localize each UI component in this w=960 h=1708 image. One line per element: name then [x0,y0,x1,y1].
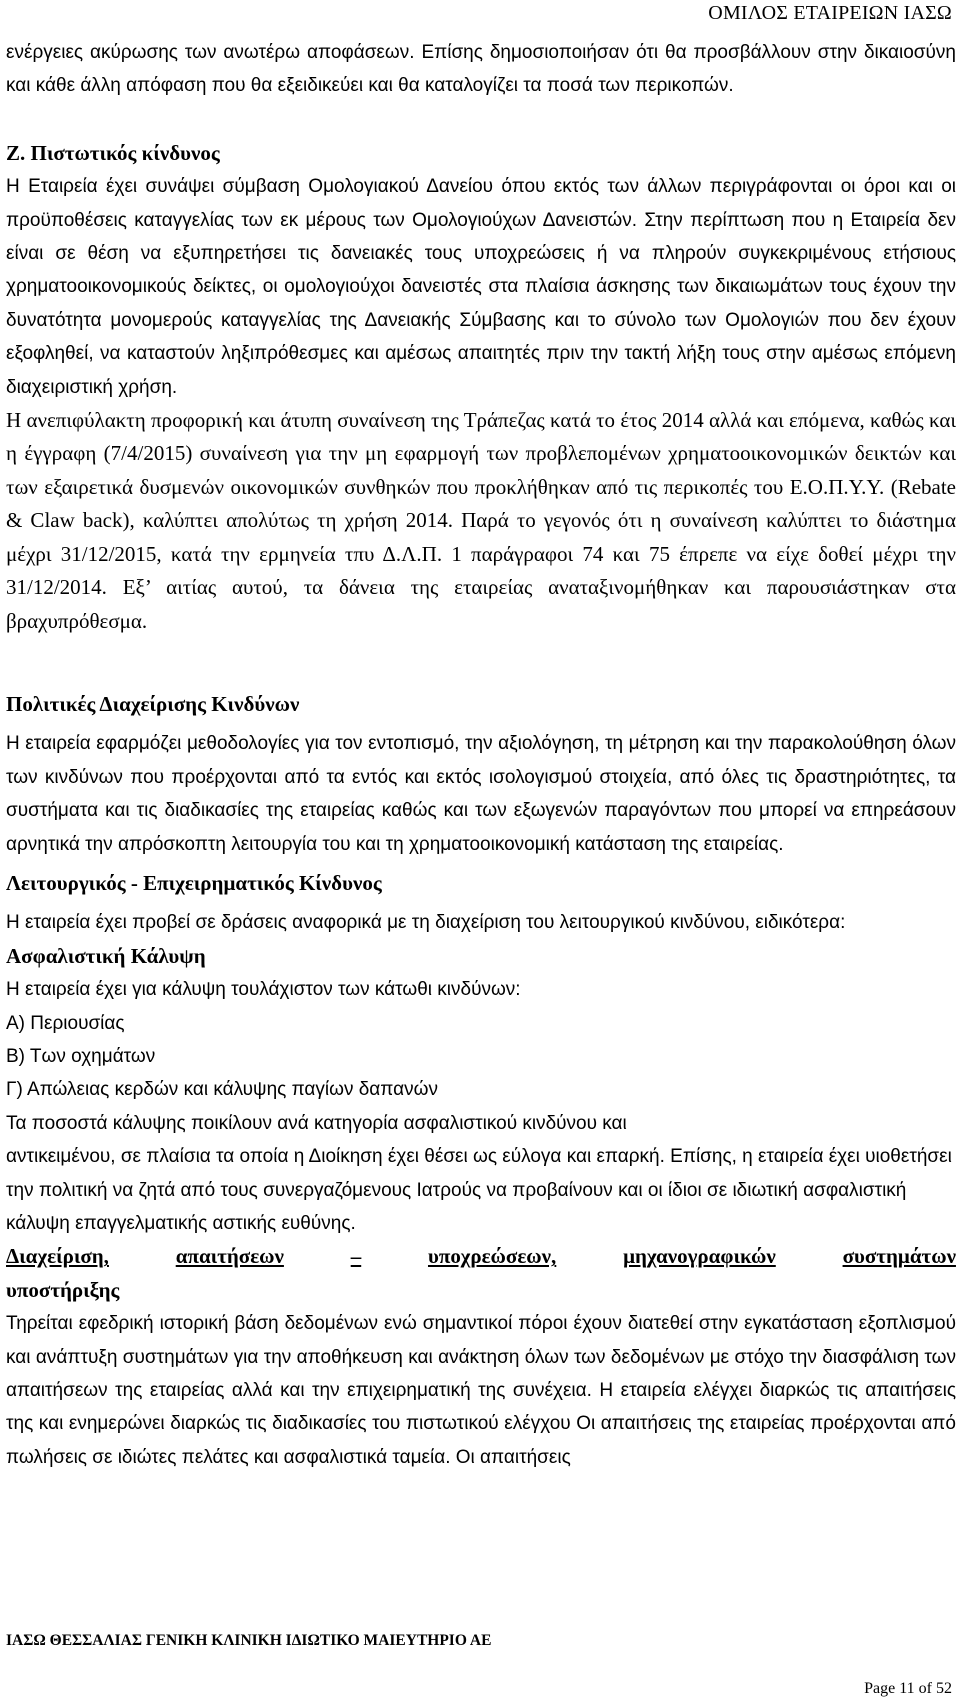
systems-heading-word: απαιτήσεων [175,1244,284,1269]
insurance-item: Β) Των οχημάτων [6,1045,156,1067]
insurance-item: Α) Περιουσίας [6,1012,125,1034]
systems-heading-line2: υποστήριξης [6,1277,120,1302]
credit-risk-heading: Ζ. Πιστωτικός κίνδυνος [6,140,220,165]
insurance-paragraph: αντικειμένου, σε πλαίσια τα οποία η Διοίκηση έχει θέσει ως εύλογα και επαρκή. Επίσης, η εταιρεία έχει υιοθετήσει την πολιτική να ζητά από τους συνεργαζόμενους Ιατρούς να προβαίνουν και οι ίδιοι σε ιδιωτική ασφαλιστική κάλυψη επαγγελματικής αστικής ευθύνης. [6,1146,952,1234]
systems-heading-word: μηχανογραφικών [623,1244,776,1269]
insurance-intro: Η εταιρεία έχει για κάλυψη τουλάχιστον των κάτωθι κινδύνων: [6,979,521,1001]
insurance-item: Γ) Απώλειας κερδών και κάλυψης παγίων δαπανών [6,1079,438,1101]
systems-heading-word: Διαχείριση, [6,1244,109,1269]
risk-policies-paragraph: Η εταιρεία εφαρμόζει μεθοδολογίες για τον εντοπισμό, την αξιολόγηση, τη μέτρηση και την παρακολούθηση όλων των κινδύνων που προέρχονται από τα εντός και εκτός ισολογισμού στοιχεία, από όλες τις δραστηριότητες, τα συστήματα και τις διαδικασίες της εταιρείας καθώς και των εξωγενών παραγόντων που μπορεί να επηρεάσουν αρνητικά την απρόσκοπτη λειτουργία του και τη χρηματοοικονομική κατάσταση της εταιρείας. [6,733,956,855]
insurance-coverage-line: Τα ποσοστά κάλυψης ποικίλουν ανά κατηγορία ασφαλιστικού κινδύνου και [6,1112,627,1134]
credit-risk-paragraph: Η Εταιρεία έχει συνάψει σύμβαση Ομολογιακού Δανείου όπου εκτός των άλλων περιγράφονται οι όροι και οι προϋποθέσεις καταγγελίας των εκ μέρους των Ομολογιούχων Δανειστών. Στην περίπτωση που η Εταιρεία δεν είναι σε θέση να εξυπηρετήσει τις δανειακές τους υποχρεώσεις ή να πληρούν συγκεκριμένους ετήσιους χρηματοοικονομικούς δείκτες, οι ομολογιούχοι δανειστές στα πλαίσια άσκησης των δικαιωμάτων τους έχουν την δυνατότητα μονομερούς καταγγελίας της Δανειακής Σύμβασης και το σύνολο των Ομολογιών που δεν έχουν εξοφληθεί, να καταστούν ληξιπρόθεσμες και αμέσως απαιτητές πριν την τακτή λήξη τους στην αμέσως επόμενη διαχειριστική χρήση. [6,176,956,398]
operational-risk-paragraph: Η εταιρεία έχει προβεί σε δράσεις αναφορικά με τη διαχείριση του λειτουργικού κινδύνου, ειδικότερα: [6,912,846,934]
page-header: ΟΜΙΛΟΣ ΕΤΑΙΡΕΙΩΝ ΙΑΣΩ [708,2,952,24]
systems-heading-word: συστημάτων [842,1244,956,1269]
systems-heading [6,1240,956,1273]
insurance-heading: Ασφαλιστική Κάλυψη [6,943,206,968]
intro-paragraph: ενέργειες ακύρωσης των ανωτέρω αποφάσεων. Επίσης δημοσιοποιήσαν ότι θα προσβάλλουν στην δικαιοσύνη και κάθε άλλη απόφαση που θα εξειδικεύει και θα καταλογίζει τα ποσά των περικοπών. [6,42,956,97]
page-body [6,36,956,1474]
risk-policies-heading: Πολιτικές Διαχείρισης Κινδύνων [6,691,300,716]
operational-risk-heading: Λειτουργικός - Επιχειρηματικός Κίνδυνος [6,870,382,895]
footer-company: ΙΑΣΩ ΘΕΣΣΑΛΙΑΣ ΓΕΝΙΚΗ ΚΛΙΝΙΚΗ ΙΔΙΩΤΙΚΟ ΜΑΙΕΥΤΗΡΙΟ ΑΕ [6,1632,492,1649]
systems-heading-word: υποχρεώσεων, [427,1244,557,1269]
systems-heading-word: – [350,1244,362,1269]
credit-risk-consent-paragraph: Η ανεπιφύλακτη προφορική και άτυπη συναίνεση της Τράπεζας κατά το έτος 2014 αλλά και επόμενα, καθώς και η έγγραφη (7/4/2015) συναίνεση για την μη εφαρμογή των προβλεπομένων χρηματοοικονομικών δεικτών και των εξαιρετικά δυσμενών οικονομικών συνθηκών που προκλήθηκαν από τις περικοπές του Ε.Ο.Π.Υ.Υ. (Rebate & Claw back), καλύπτει απολύτως τη χρήση 2014. Παρά το γεγονός ότι η συναίνεση καλύπτει το διάστημα μέχρι 31/12/2015, κατά την ερμηνεία τπυ Δ.Λ.Π. 1 παράγραφοι 74 και 75 έπρεπε να είχε δοθεί μέχρι την 31/12/2014. Εξ’ αιτίας αυτού, τα δάνεια της εταιρείας αναταξινομήθηκαν και παρουσιάστηκαν στα βραχυπρόθεσμα. [6,408,956,633]
page-number: Page 11 of 52 [864,1680,952,1697]
systems-paragraph: Τηρείται εφεδρική ιστορική βάση δεδομένων ενώ σημαντικοί πόροι έχουν διατεθεί στην εγκατάσταση εξοπλισμού και ανάπτυξη συστημάτων για την αποθήκευση και ανάκτηση όλων των δεδομένων με στόχο την διασφάλιση των απαιτήσεων της εταιρείας αλλά και την επιχειρηματική της συνέχεια. Η εταιρεία ελέγχει διαρκώς τις απαιτήσεις της και ενημερώνει διαρκώς τις διαδικασίες του πιστωτικού ελέγχου Οι απαιτήσεις της εταιρείας προέρχονται από πωλήσεις σε ιδιώτες πελάτες και ασφαλιστικά ταμεία. Οι απαιτήσεις [6,1313,956,1468]
